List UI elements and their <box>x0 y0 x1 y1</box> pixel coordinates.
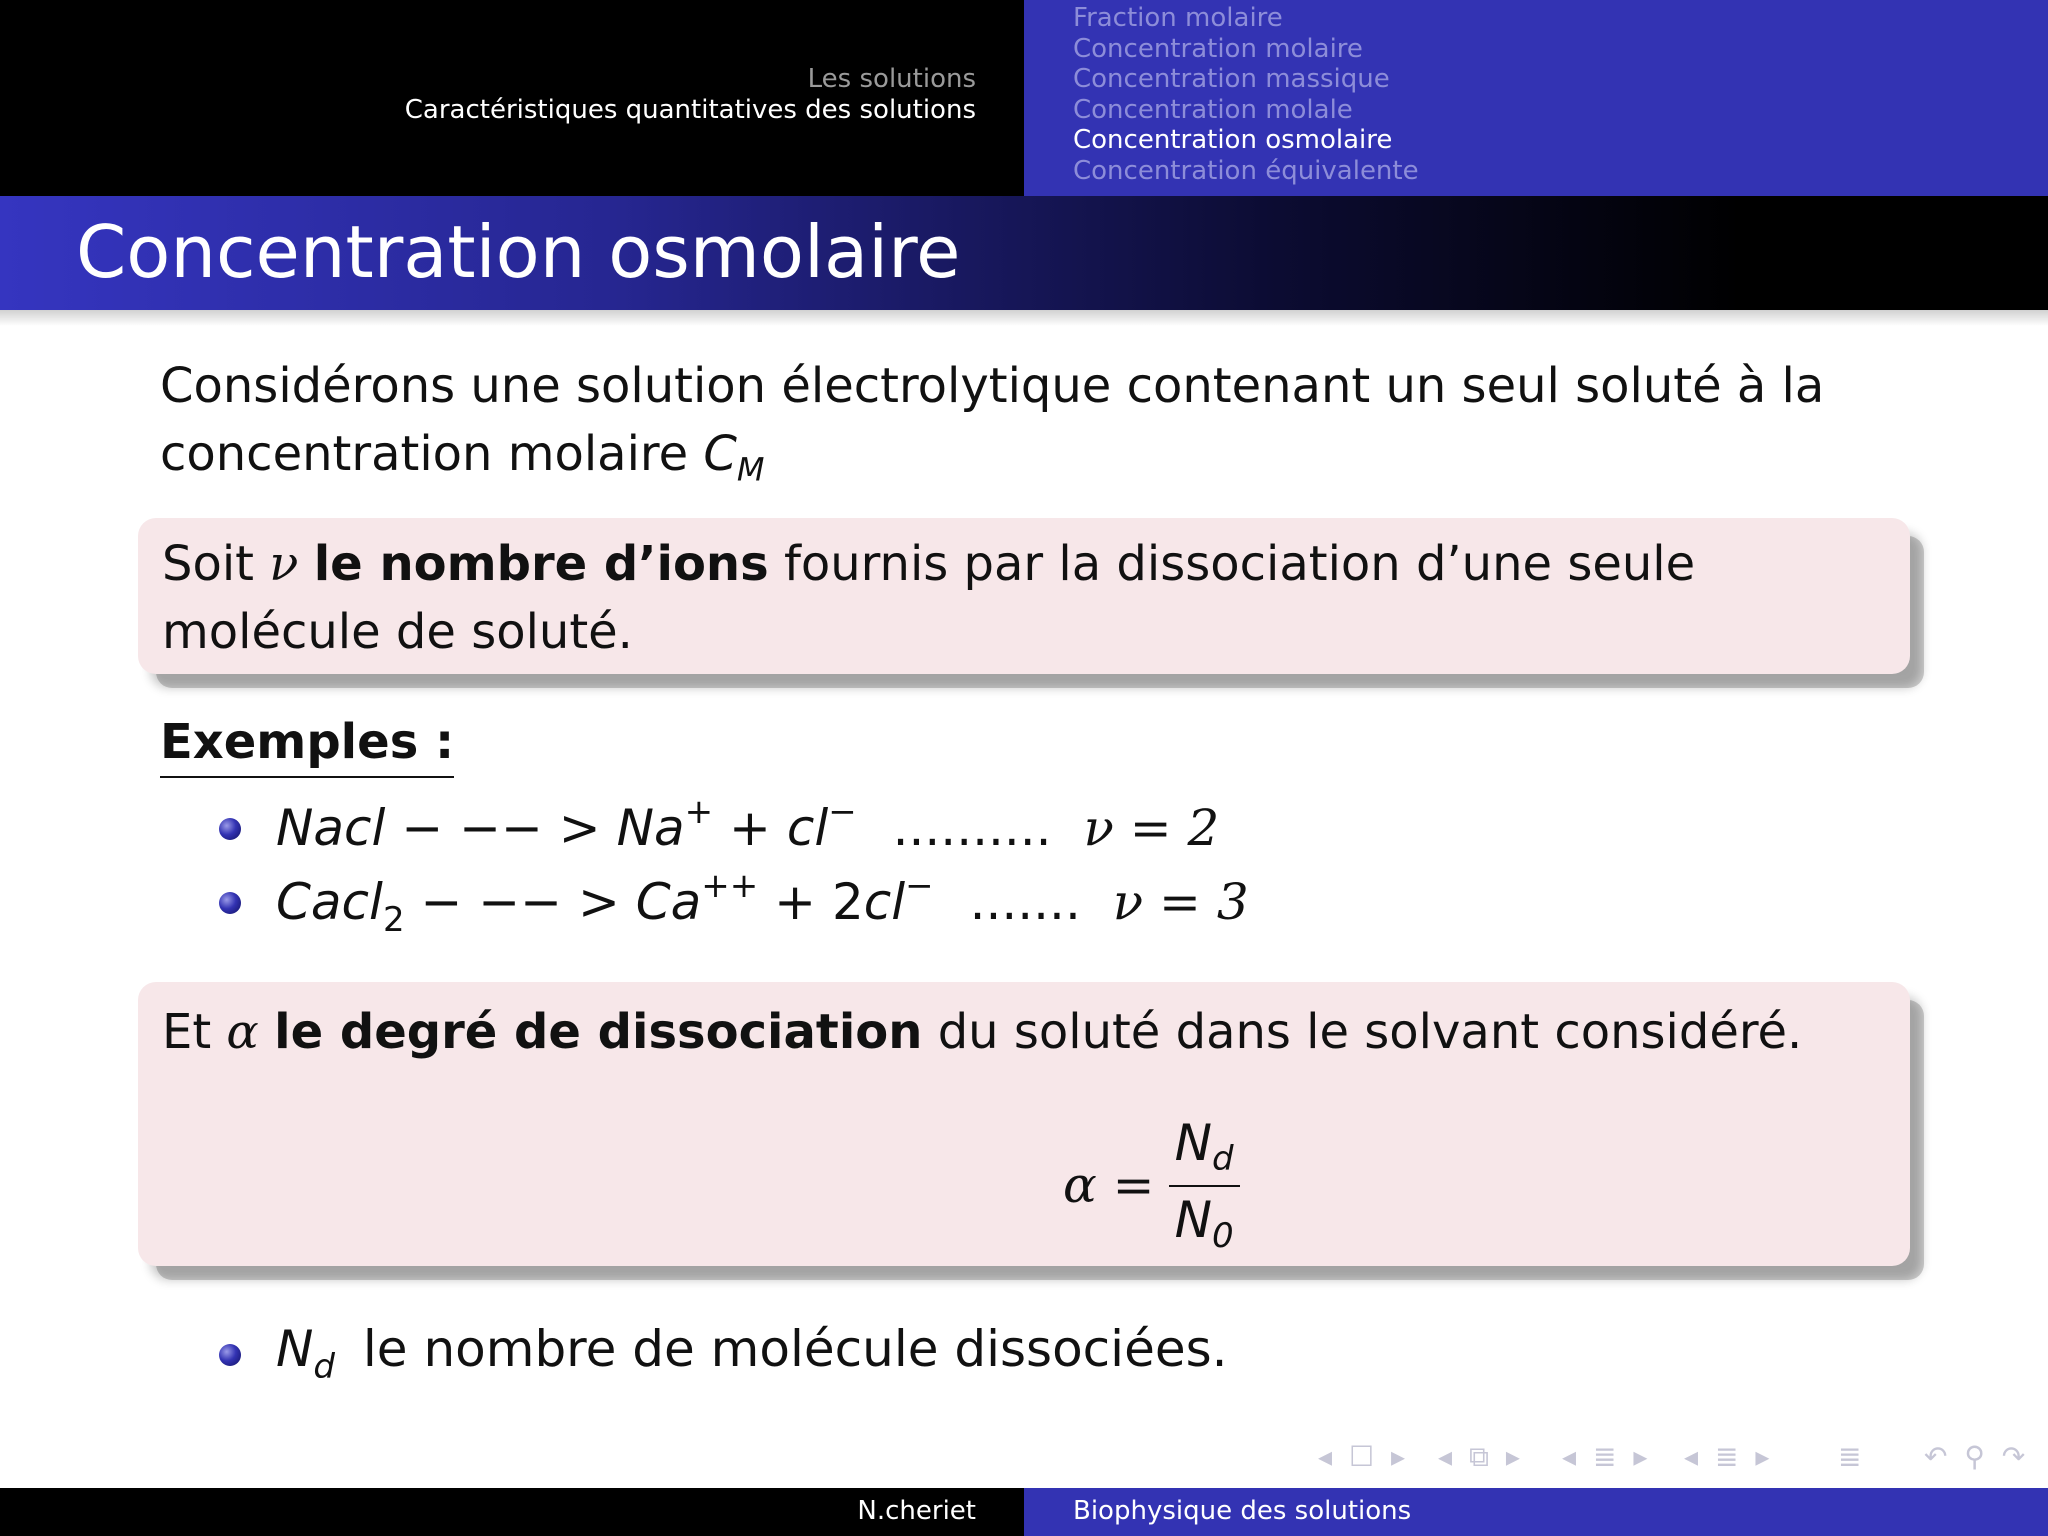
header-right-panel <box>1024 0 2048 196</box>
formula-denominator: $N_0$ <box>1174 1191 1234 1256</box>
alpha-formula: α = $\frac{N_d}{N_0}$ <box>1063 1114 1240 1256</box>
bullet-icon <box>219 892 241 914</box>
block-alpha-bold: le degré de dissociation <box>274 1004 923 1060</box>
footer-title-panel <box>1024 1488 2048 1536</box>
header-subsection-title[interactable]: Caractéristiques quantitatives des solutions <box>404 95 976 125</box>
block-nu-bold: le nombre d’ions <box>313 536 769 592</box>
nav-item-concentration-massique[interactable]: Concentration massique <box>1073 64 1390 95</box>
page-title: Concentration osmolaire <box>76 210 961 294</box>
title-shadow <box>0 310 2048 326</box>
example-item-cacl2: Cacl$_2$ − −− > Ca++ + 2cl− ....... ν = 3 <box>276 866 1249 940</box>
header-section-title[interactable]: Les solutions <box>807 64 976 94</box>
definition-block-nu <box>138 518 1910 674</box>
nav-item-concentration-osmolaire[interactable]: Concentration osmolaire <box>1073 125 1393 156</box>
example-item-nacl: Nacl − −− > Na+ + cl− .......... ν = 2 <box>276 792 1220 857</box>
bullet-icon <box>219 1344 241 1366</box>
frame-title-bar <box>0 196 2048 310</box>
nav-item-concentration-equivalente[interactable]: Concentration équivalente <box>1073 155 1419 186</box>
formula-numerator: $N_d$ <box>1169 1114 1240 1187</box>
subsection-nav-icon[interactable]: ◂ ⧉ ▸ <box>1438 1440 1524 1473</box>
nav-item-fraction-molaire[interactable]: Fraction molaire <box>1073 3 1283 33</box>
header-left-panel <box>0 0 1024 196</box>
intro-text: Considérons une solution électrolytique contenant un seul soluté à la concentration molaire <box>160 358 1825 482</box>
bullet-icon <box>219 818 241 840</box>
intro-paragraph <box>160 352 1960 504</box>
nu-symbol: ν <box>269 536 299 592</box>
definition-block-alpha <box>138 982 1910 1266</box>
nav-item-concentration-molaire[interactable]: Concentration molaire <box>1073 33 1363 64</box>
section-nav-icon[interactable]: ◂ ≣ ▸ <box>1562 1440 1652 1473</box>
footer-title: Biophysique des solutions <box>1073 1496 1412 1526</box>
frame-nav-list <box>1073 3 1419 187</box>
block-nu-text: Soit ν le nombre d’ions fournis par la dissociation d’une seule molécule de soluté. <box>162 536 1696 660</box>
toc-icon[interactable]: ≣ <box>1838 1440 1866 1473</box>
search-icon[interactable]: ↶ ⚲ ↷ <box>1924 1440 2030 1473</box>
alpha-symbol: α <box>226 1004 259 1060</box>
frame-nav-icon[interactable]: ◂ ☐ ▸ <box>1318 1440 1410 1473</box>
footer-author-panel <box>0 1488 1024 1536</box>
intro-symbol: $C_M$ <box>703 426 765 489</box>
formula-fraction <box>1169 1114 1240 1256</box>
document-nav-icon[interactable]: ◂ ≣ ▸ <box>1684 1440 1774 1473</box>
block-alpha-text: Et α le degré de dissociation du soluté dans le solvant considéré. <box>162 1004 1803 1060</box>
nav-item-concentration-molale[interactable]: Concentration molale <box>1073 94 1353 125</box>
nd-definition: $N_d$ le nombre de molécule dissociées. <box>276 1320 1228 1387</box>
footer-author: N.cheriet <box>857 1496 976 1526</box>
examples-heading: Exemples : <box>160 712 454 778</box>
